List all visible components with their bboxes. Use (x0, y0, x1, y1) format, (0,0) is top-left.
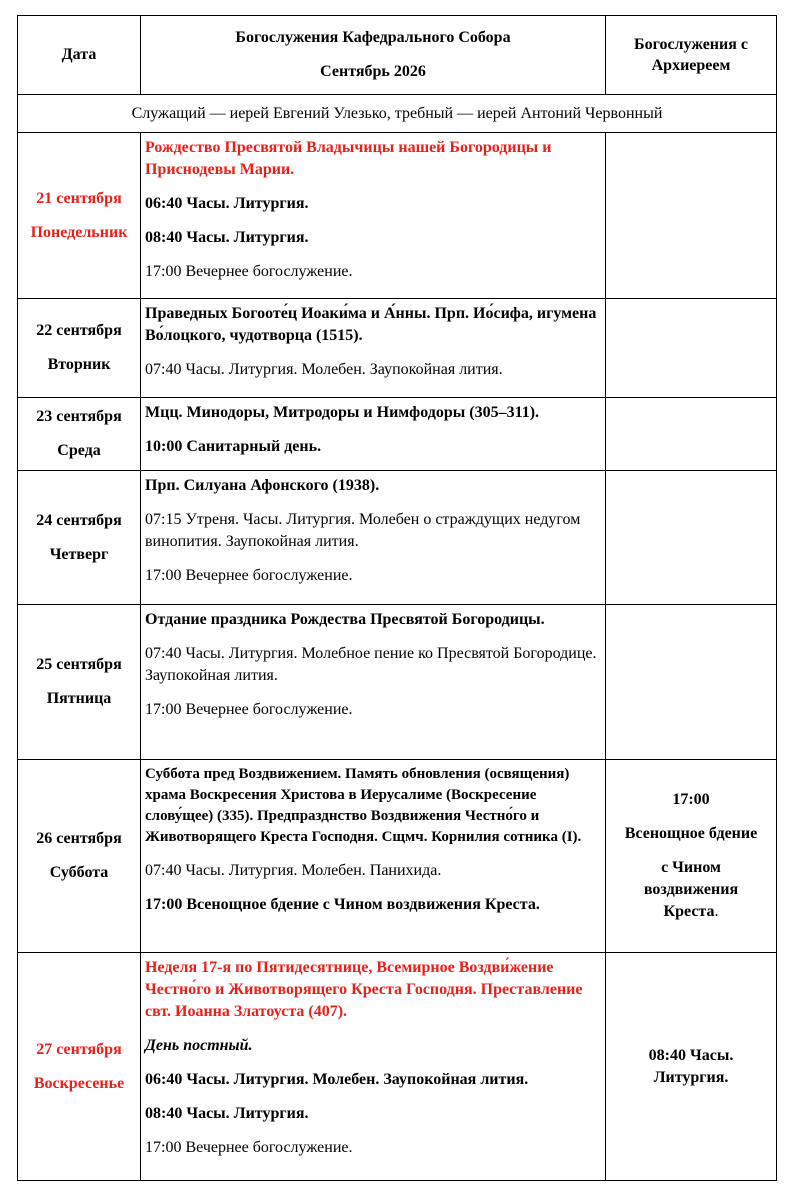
day-row-22 (18, 299, 777, 398)
bishop-cell (606, 299, 777, 398)
table-header-row (18, 16, 777, 95)
day-row-21 (18, 133, 777, 299)
day-date: 26 сентября (36, 830, 122, 847)
service-line: 17:00 Вечернее богослужение. (145, 567, 353, 584)
service-line: 06:40 Часы. Литургия. Молебен. Заупокойная лития. (145, 1071, 529, 1088)
header-title-line2: Сентябрь 2026 (320, 63, 426, 80)
header-bishop: Богослужения с Архиереем (606, 16, 777, 95)
bishop-time: 17:00 (672, 791, 710, 808)
service-line: 07:40 Часы. Литургия. Молебен. Панихида. (145, 862, 442, 879)
feast-title: Отдание праздника Рождества Пресвятой Богородицы. (145, 611, 545, 628)
feast-title: Неделя 17-я по Пятидесятнице, Всемирное Воздви́жение Честно́го и Животворящего Креста Господня. Преставление свт. Иоанна Златоуста (407). (145, 959, 583, 1020)
day-weekday: Среда (57, 442, 101, 459)
clergy-text: Служащий — иерей Евгений Улезько, требный — иерей Антоний Червонный (18, 95, 777, 133)
header-date: Дата (18, 16, 141, 95)
day-services (141, 953, 606, 1181)
service-line: 08:40 Часы. Литургия. (145, 1105, 309, 1122)
bishop-rite-c-dot: . (714, 903, 719, 920)
header-title (141, 16, 606, 95)
bishop-rite-b: воздвижения (643, 881, 739, 898)
bishop-cell (606, 471, 777, 605)
day-date-cell (18, 133, 141, 299)
day-services (141, 398, 606, 471)
day-date-cell (18, 471, 141, 605)
bishop-cell (606, 605, 777, 760)
day-services (141, 299, 606, 398)
service-line: 07:40 Часы. Литургия. Молебное пение ко Пресвятой Богородице. Заупокойная лития. (145, 645, 597, 684)
header-title-line1: Богослужения Кафедрального Собора (235, 29, 511, 46)
day-weekday: Понедельник (30, 223, 128, 241)
service-line: 17:00 Всенощное бдение с Чином воздвижения Креста. (145, 896, 540, 913)
service-line: 08:40 Часы. Литургия. (145, 229, 309, 246)
day-weekday: Вторник (47, 356, 111, 373)
day-weekday: Суббота (49, 864, 109, 881)
bishop-rite (606, 857, 776, 923)
day-date: 23 сентября (36, 408, 122, 425)
day-weekday: Воскресенье (33, 1074, 125, 1092)
fast-note: День постный. (145, 1037, 253, 1054)
day-date-cell (18, 953, 141, 1181)
day-date-cell (18, 760, 141, 953)
day-services (141, 605, 606, 760)
day-services (141, 133, 606, 299)
day-row-27 (18, 953, 777, 1181)
bishop-cell (606, 760, 777, 953)
day-date-cell (18, 299, 141, 398)
day-row-23 (18, 398, 777, 471)
service-line: 06:40 Часы. Литургия. (145, 195, 309, 212)
feast-title: Прп. Силуана Афонского (1938). (145, 477, 380, 494)
day-date: 22 сентября (36, 322, 122, 339)
service-line: 07:40 Часы. Литургия. Молебен. Заупокойная лития. (145, 361, 503, 378)
service-line: 17:00 Вечернее богослужение. (145, 263, 353, 280)
day-date-cell (18, 605, 141, 760)
day-date-cell (18, 398, 141, 471)
feast-title: Рождество Пресвятой Владычицы нашей Богородицы и Приснодевы Марии. (145, 139, 552, 178)
bishop-line2: Литургия. (653, 1068, 729, 1086)
day-date: 27 сентября (36, 1040, 122, 1058)
service-line: 17:00 Вечернее богослужение. (145, 1139, 353, 1156)
feast-title: Праведных Богооте́ц Иоаки́ма и А́нны. Прп. Ио́сифа, игумена Во́лоцкого, чудотворца (1515). (145, 305, 597, 344)
service-line: 10:00 Санитарный день. (145, 438, 322, 455)
day-services (141, 760, 606, 953)
day-date: 21 сентября (36, 189, 122, 207)
bishop-cell (606, 953, 777, 1181)
service-line: 07:15 Утреня. Часы. Литургия. Молебен о страждущих недугом винопития. Заупокойная лития. (145, 511, 581, 550)
day-date: 25 сентября (36, 656, 122, 673)
day-row-26 (18, 760, 777, 953)
service-line: 17:00 Вечернее богослужение. (145, 701, 353, 718)
bishop-cell (606, 133, 777, 299)
schedule-table (17, 15, 777, 1181)
day-weekday: Пятница (46, 690, 112, 707)
bishop-rite-a: с Чином (661, 859, 721, 876)
bishop-cell (606, 398, 777, 471)
bishop-service: Всенощное бдение (624, 825, 758, 842)
day-date: 24 сентября (36, 511, 122, 529)
day-weekday: Четверг (49, 545, 109, 563)
feast-title: Суббота пред Воздвижением. Память обновления (освящения) храма Воскресения Христова в Иерусалиме (Воскресение слову́щее) (335). Предпразднство Воздвижения Честно́го и Животворящего Креста Господня. Сщмч. Корнилия сотника (I). (145, 766, 582, 845)
bishop-line1: 08:40 Часы. (648, 1046, 734, 1064)
day-services (141, 471, 606, 605)
day-row-25 (18, 605, 777, 760)
bishop-rite-c: Креста (663, 903, 715, 920)
feast-title: Мцц. Минодоры, Митродоры и Нимфодоры (305–311). (145, 404, 540, 421)
bishop-line (606, 1045, 776, 1089)
clergy-row (18, 95, 777, 133)
day-row-24 (18, 471, 777, 605)
